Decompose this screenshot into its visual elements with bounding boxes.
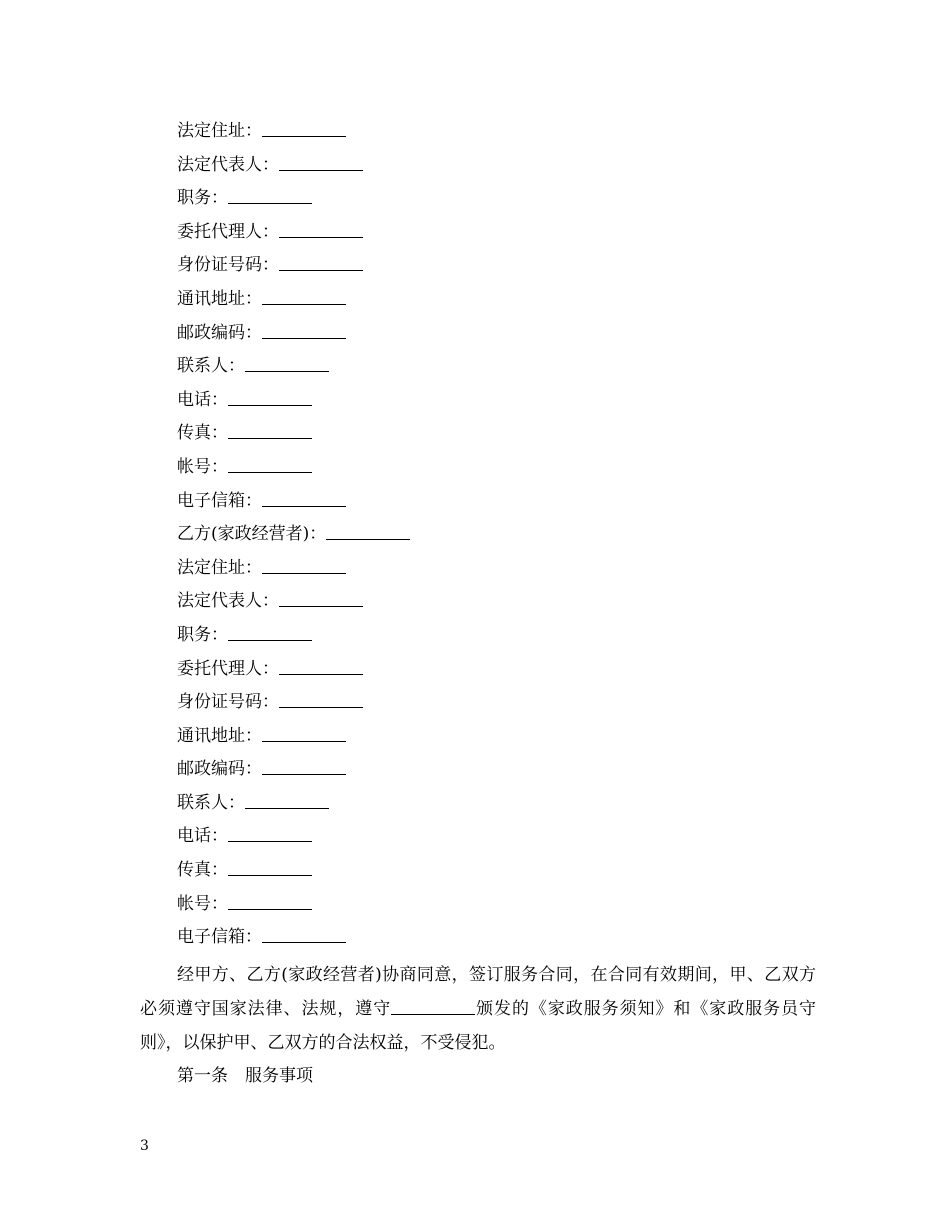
fill-in-blank (228, 840, 312, 842)
party-b-position (177, 621, 837, 655)
party-b-contact-person (177, 789, 837, 823)
fill-in-blank (228, 874, 312, 876)
party-a-legal-representative (177, 151, 837, 185)
field-label: 电话： (177, 826, 228, 847)
field-label: 联系人： (177, 356, 245, 377)
party-b-postal-code (177, 755, 837, 789)
party-a-postal-code (177, 319, 837, 353)
party-b-agent (177, 655, 837, 689)
field-label: 身份证号码： (177, 692, 279, 713)
fill-in-blank (262, 303, 346, 305)
field-label: 邮政编码： (177, 759, 262, 780)
party-a-legal-address (177, 117, 837, 151)
fill-in-blank (228, 639, 312, 641)
fill-in-blank (279, 269, 363, 271)
field-label: 职务： (177, 624, 228, 645)
fill-in-blank (228, 908, 312, 910)
fill-in-blank (279, 605, 363, 607)
party-b-mailing-address (177, 722, 837, 756)
fill-in-blank (262, 740, 346, 742)
party-b-phone (177, 822, 837, 856)
field-label: 职务： (177, 188, 228, 209)
field-label: 通讯地址： (177, 288, 262, 309)
field-label: 电子信箱： (177, 927, 262, 948)
field-label: 法定住址： (177, 121, 262, 141)
field-label: 帐号： (177, 456, 228, 477)
party-b-legal-representative (177, 587, 837, 621)
agreement-text-part2: 颁发的《家政服务须知》和《家政服务员守则》，以保护甲、乙双方的合法权益，不受侵犯。 (140, 999, 817, 1053)
field-label: 法定代表人： (177, 591, 279, 612)
field-label: 委托代理人： (177, 658, 279, 679)
fill-in-blank (279, 236, 363, 238)
party-a-fax (177, 419, 837, 453)
field-label: 乙方(家政经营者)： (177, 524, 327, 545)
issuer-blank (391, 1013, 475, 1015)
field-label: 法定代表人： (177, 154, 279, 175)
field-label: 邮政编码： (177, 322, 262, 343)
fill-in-blank (279, 706, 363, 708)
field-label: 身份证号码： (177, 255, 279, 276)
party-b-fax (177, 856, 837, 890)
fill-in-blank (228, 404, 312, 406)
party-a-id-number (177, 251, 837, 285)
field-label: 法定住址： (177, 557, 262, 578)
fill-in-blank (262, 941, 346, 943)
article-heading: 第一条 服务事项 (177, 1066, 313, 1086)
field-label: 电子信箱： (177, 490, 262, 511)
agreement-text-part1: 经甲方、乙方(家政经营者)协商同意，签订服务合同，在合同有效期间，甲、乙双方必须遵守国家法律、法规，遵守 (140, 965, 816, 1019)
fill-in-blank (245, 370, 329, 372)
field-label: 委托代理人： (177, 221, 279, 242)
fill-in-blank (245, 807, 329, 809)
party-b-heading (177, 520, 837, 554)
party-b-id-number (177, 688, 837, 722)
party-a-mailing-address (177, 285, 837, 319)
party-a-account (177, 453, 837, 487)
fill-in-blank (262, 773, 346, 775)
party-a-email (177, 487, 837, 521)
party-b-email (177, 923, 837, 957)
fill-in-blank (228, 471, 312, 473)
fill-in-blank (279, 673, 363, 675)
fill-in-blank (326, 538, 410, 540)
page-number: 3 (140, 1138, 149, 1154)
party-b-account (177, 890, 837, 924)
field-label: 传真： (177, 423, 228, 444)
party-a-contact-person (177, 352, 837, 386)
field-label: 联系人： (177, 792, 245, 813)
field-label: 通讯地址： (177, 725, 262, 746)
field-label: 电话： (177, 389, 228, 410)
fill-in-blank (262, 337, 346, 339)
contract-field-list (177, 117, 837, 957)
field-label: 帐号： (177, 893, 228, 914)
party-b-legal-address (177, 554, 837, 588)
fill-in-blank (262, 572, 346, 574)
party-a-position (177, 184, 837, 218)
field-label: 传真： (177, 860, 228, 881)
fill-in-blank (279, 169, 363, 171)
party-a-phone (177, 386, 837, 420)
fill-in-blank (228, 202, 312, 204)
fill-in-blank (262, 135, 346, 137)
agreement-paragraph (140, 958, 816, 1060)
party-a-agent (177, 218, 837, 252)
fill-in-blank (262, 505, 346, 507)
fill-in-blank (228, 437, 312, 439)
